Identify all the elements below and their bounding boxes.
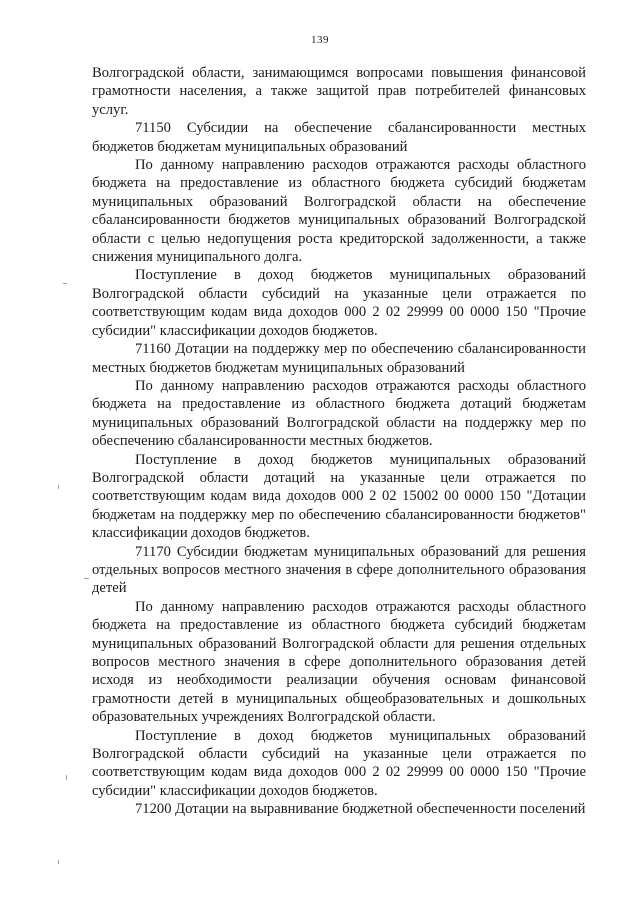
section-heading-71200: 71200 Дотации на выравнивание бюджетной обеспеченности поселений (135, 801, 586, 818)
paragraph-71160-income: Поступление в доход бюджетов муниципальных образований Волгоградской области дотаций на указанные цели отражается по соответствующим кодам вида доходов 000 2 02 15002 00 0000 150 "Дотации бюджетам на поддержку мер по обеспечению сбалансированности бюджетов" классификации доходов бюджетов. (92, 451, 586, 542)
paragraph-71160-expenses: По данному направлению расходов отражаются расходы областного бюджета на предоставление из областного бюджета дотаций бюджетам муниципальных образований Волгоградской области на поддержку мер по обеспечению сбалансированности местных бюджетов. (92, 377, 586, 450)
scan-artifact (84, 578, 89, 579)
scan-artifact (63, 283, 67, 284)
section-heading-71170: 71170 Субсидии бюджетам муниципальных образований для решения отдельных вопросов местного значения в сфере дополнительного образования детей (92, 543, 586, 597)
paragraph-continuation: Волгоградской области, занимающимся вопросами повышения финансовой грамотности населения, а также защитой прав потребителей финансовых услуг. (92, 65, 586, 118)
paragraph-71150-expenses: По данному направлению расходов отражаются расходы областного бюджета на предоставление из областного бюджета субсидий бюджетам муниципальных образований Волгоградской области на обеспечение сбалансированности бюджетов муниципальных образований Волгоградской области с целью недопущения роста кредиторской задолженности, а также снижения муниципального долга. (92, 157, 586, 266)
scan-artifact (66, 775, 67, 780)
paragraph-71170-income: Поступление в доход бюджетов муниципальных образований Волгоградской области субсидий на указанные цели отражается по соответствующим кодам вида доходов 000 2 02 29999 00 0000 150 "Прочие субсидии" классификации доходов бюджетов. (92, 727, 586, 799)
paragraph-71170-expenses: По данному направлению расходов отражаются расходы областного бюджета на предоставление из областного бюджета субсидий бюджетам муниципальных образований Волгоградской области для решения отдельных вопросов местного значения в сфере дополнительного образования детей исходя из необходимости реализации обучения основам финансовой грамотности детей в муниципальных общеобразовательных и дошкольных образовательных учреждениях Волгоградской области. (92, 598, 586, 726)
scan-artifact (58, 485, 59, 489)
section-heading-71160: 71160 Дотации на поддержку мер по обеспечению сбалансированности местных бюджетов бюджетам муниципальных образований (92, 341, 586, 376)
section-heading-71150: 71150 Субсидии на обеспечение сбалансированности местных бюджетов бюджетам муниципальных образований (92, 120, 586, 155)
scan-artifact (58, 860, 59, 864)
page-number: 139 (311, 34, 329, 46)
document-body (92, 64, 586, 819)
paragraph-71150-income: Поступление в доход бюджетов муниципальных образований Волгоградской области субсидий на указанные цели отражается по соответствующим кодам вида доходов 000 2 02 29999 00 0000 150 "Прочие субсидии" классификации доходов бюджетов. (92, 267, 586, 339)
